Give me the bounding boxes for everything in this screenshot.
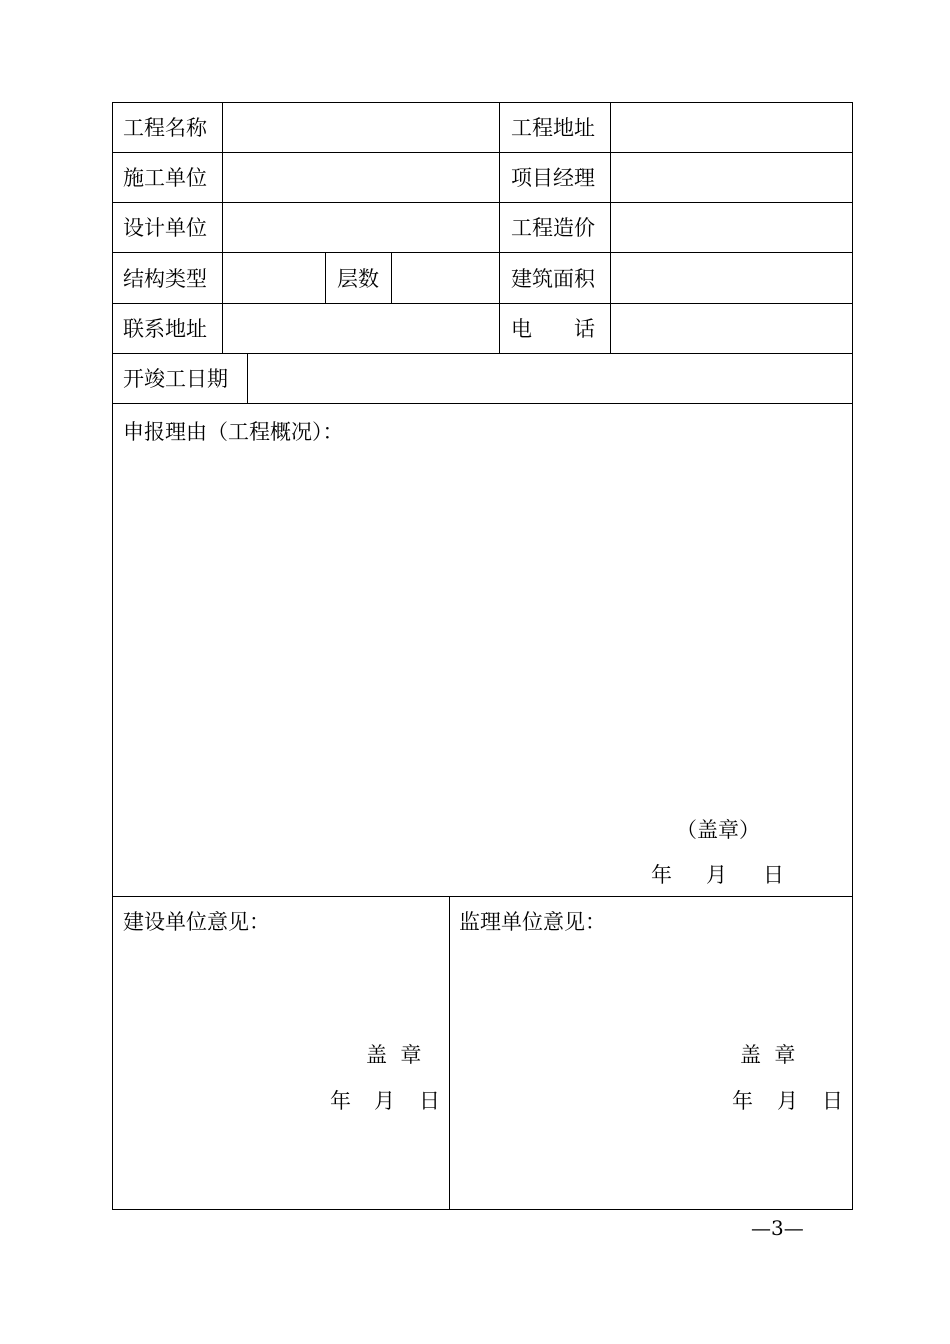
reason-date-day: 日 [763,863,784,887]
owner-date-day: 日 [419,1089,440,1113]
contact-address-label: 联系地址 [123,317,207,341]
supervisor-date-day: 日 [822,1089,843,1113]
project-name-label: 工程名称 [123,116,207,140]
construction-unit-field[interactable] [223,153,499,202]
phone-label: 电 话 [511,317,595,341]
project-cost-label: 工程造价 [511,216,595,240]
application-reason-field[interactable] [113,450,852,810]
start-end-date-field[interactable] [248,354,852,403]
reason-date-year: 年 [651,863,672,887]
supervisor-date-year: 年 [732,1089,753,1113]
supervisor-opinion-field[interactable] [450,940,852,1040]
owner-date-year: 年 [330,1089,351,1113]
owner-opinion-field[interactable] [113,940,448,1040]
supervisor-opinion-label: 监理单位意见： [459,910,606,934]
supervisor-date-month: 月 [777,1089,798,1113]
floors-label: 层数 [337,267,379,291]
design-unit-label: 设计单位 [123,216,207,240]
start-end-date-label: 开竣工日期 [123,367,228,391]
owner-opinion-label: 建设单位意见： [123,910,270,934]
project-manager-field[interactable] [611,153,852,202]
building-area-label: 建筑面积 [511,267,595,291]
application-reason-label: 申报理由（工程概况）： [123,420,344,444]
page-number: —3— [751,1216,804,1240]
design-unit-field[interactable] [223,203,499,252]
phone-field[interactable] [611,304,852,353]
owner-date-month: 月 [374,1089,395,1113]
contact-address-field[interactable] [223,304,499,353]
floors-field[interactable] [392,253,499,303]
structure-type-field[interactable] [223,253,325,303]
building-area-field[interactable] [611,253,852,303]
supervisor-seal-text: 盖 章 [740,1043,796,1067]
structure-type-label: 结构类型 [123,267,207,291]
row-divider [112,403,853,404]
project-manager-label: 项目经理 [511,166,595,190]
row-divider [112,896,853,897]
column-divider [325,252,326,303]
column-divider [499,102,500,353]
reason-seal-text: （盖章） [676,818,760,842]
project-address-field[interactable] [611,103,852,152]
project-address-label: 工程地址 [511,116,595,140]
construction-unit-label: 施工单位 [123,166,207,190]
reason-date-month: 月 [706,863,727,887]
project-cost-field[interactable] [611,203,852,252]
owner-seal-text: 盖 章 [366,1043,422,1067]
project-name-field[interactable] [223,103,499,152]
